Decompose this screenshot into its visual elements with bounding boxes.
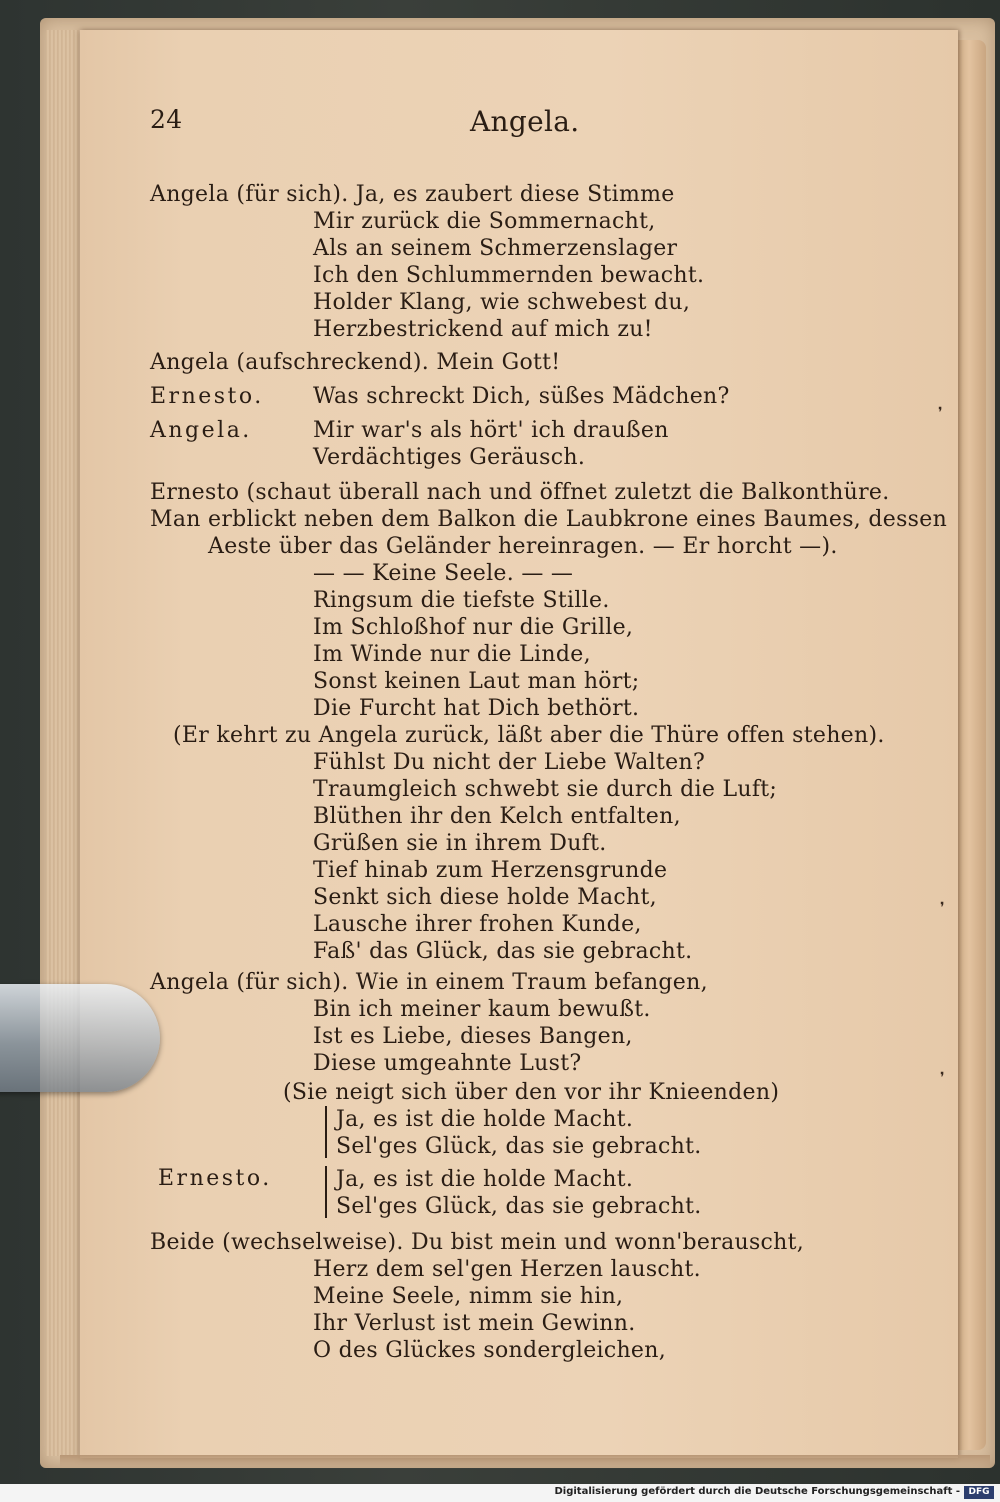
duet-bracket (325, 1166, 333, 1218)
text-line: Herz dem sel'gen Herzen lauscht. (313, 1257, 701, 1282)
text-line: Tief hinab zum Herzensgrunde (313, 858, 668, 883)
text-line: Sonst keinen Laut man hört; (313, 669, 640, 694)
text-line: Ja, es ist die holde Macht. (336, 1107, 634, 1132)
page-shadow (60, 1455, 990, 1469)
text-line: Meine Seele, nimm sie hin, (313, 1284, 624, 1309)
text-line: Sel'ges Glück, das sie gebracht. (336, 1134, 702, 1159)
text-line: Ist es Liebe, dieses Bangen, (313, 1024, 633, 1049)
text-line: Ja, es ist die holde Macht. (336, 1167, 634, 1192)
paper-mark: ❜ (940, 900, 945, 916)
text-line: Mir war's als hört' ich draußen (313, 418, 669, 443)
text-line: Grüßen sie in ihrem Duft. (313, 831, 607, 856)
text-line: Die Furcht hat Dich bethört. (313, 696, 640, 721)
footer-credit: Digitalisierung gefördert durch die Deutsche Forschungsgemeinschaft - (554, 1486, 960, 1497)
text-line: Mir zurück die Sommernacht, (313, 209, 656, 234)
text-line: Lausche ihrer frohen Kunde, (313, 912, 642, 937)
text-line: Im Schloßhof nur die Grille, (313, 615, 634, 640)
speaker-name: Angela. (150, 418, 252, 443)
text-line: Herzbestrickend auf mich zu! (313, 317, 653, 342)
text-line: Beide (wechselweise). Du bist mein und wonn'berauscht, (150, 1230, 805, 1255)
text-line: Ihr Verlust ist mein Gewinn. (313, 1311, 636, 1336)
text-line: Angela (aufschreckend). Mein Gott! (150, 350, 561, 375)
text-line: Als an seinem Schmerzenslager (313, 236, 678, 261)
running-title: Angela. (470, 105, 580, 138)
paper-mark: ❜ (940, 1070, 945, 1086)
text-line: — — Keine Seele. — — (313, 561, 574, 586)
text-line: Angela (für sich). Wie in einem Traum befangen, (150, 970, 708, 995)
page-number: 24 (150, 105, 183, 134)
text-line: Was schreckt Dich, süßes Mädchen? (313, 384, 730, 409)
speaker-name: Ernesto. (150, 384, 264, 409)
text-line: Faß' das Glück, das sie gebracht. (313, 939, 693, 964)
text-line: Sel'ges Glück, das sie gebracht. (336, 1194, 702, 1219)
text-line: O des Glückes sondergleichen, (313, 1338, 667, 1363)
text-line: Angela (für sich). Ja, es zaubert diese Stimme (150, 182, 675, 207)
stage-direction: Ernesto (schaut überall nach und öffnet zuletzt die Balkonthüre. (150, 480, 890, 505)
text-line: Bin ich meiner kaum bewußt. (313, 997, 651, 1022)
text-line: Im Winde nur die Linde, (313, 642, 591, 667)
text-line: Senkt sich diese holde Macht, (313, 885, 657, 910)
text-line: Traumgleich schwebt sie durch die Luft; (313, 777, 778, 802)
text-line: Verdächtiges Geräusch. (313, 445, 586, 470)
stage-direction: (Sie neigt sich über den vor ihr Knieenden) (283, 1080, 780, 1105)
text-line: Diese umgeahnte Lust? (313, 1051, 582, 1076)
text-line: Fühlst Du nicht der Liebe Walten? (313, 750, 706, 775)
text-line: Holder Klang, wie schwebest du, (313, 290, 691, 315)
stage-direction: Aeste über das Geländer hereinragen. — Er horcht —). (208, 534, 838, 559)
text-line: Ringsum die tiefste Stille. (313, 588, 610, 613)
text-line: Ich den Schlummernden bewacht. (313, 263, 705, 288)
scanner-clip (0, 984, 160, 1092)
facing-page-edge (958, 40, 986, 1450)
dfg-logo: DFG (964, 1486, 994, 1499)
stage-direction: Man erblickt neben dem Balkon die Laubkrone eines Baumes, dessen (150, 507, 948, 532)
duet-bracket (325, 1106, 333, 1158)
speaker-name: Ernesto. (158, 1166, 272, 1191)
stage-direction: (Er kehrt zu Angela zurück, läßt aber die Thüre offen stehen). (173, 723, 885, 748)
paper-mark: ❜ (938, 405, 943, 421)
text-line: Blüthen ihr den Kelch entfalten, (313, 804, 681, 829)
